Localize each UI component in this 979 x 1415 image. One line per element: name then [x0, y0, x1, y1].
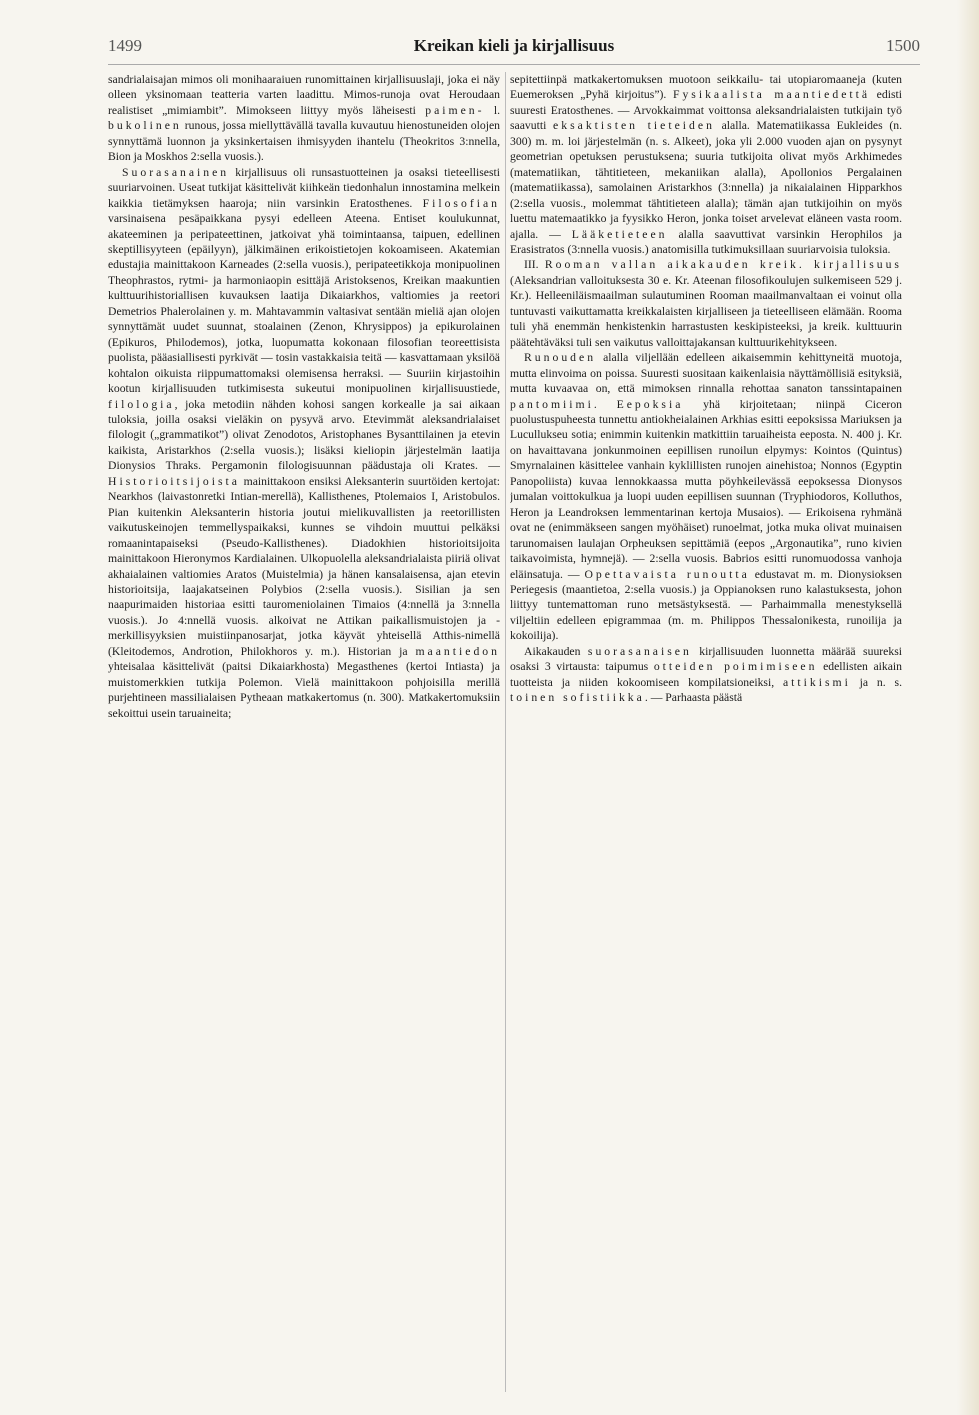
spaced-term: Historioitsijoista [108, 474, 240, 488]
text-run: , joka metodiin nähden kohosi sangen korkealle ja sai aikaan tuloksia, joilla osaksi vieläkin on pysyvä arvo. Etevimmät aleksandrialaiset filologit („grammatikot”) olivat Zenodotos, Aristophanes Bysanttilainen ja etevin kaikista, Aristarkhos (2:sella vuosis.); lisäksi kieliopin järjestelmän laatija Dionysios Thraks. Pergamonin filologisuunnan päädustaja oli Krates. — [108, 397, 500, 473]
page-number-right: 1500 [886, 36, 920, 55]
spaced-term: toinen sofistiikka [510, 691, 645, 705]
spaced-term: Fysikaalista maantiedettä [672, 88, 871, 102]
spaced-term: filologia [108, 397, 175, 411]
paragraph [108, 72, 500, 165]
text-run: l. [484, 103, 500, 117]
text-run: yhä kirjoitetaan; niinpä Ciceron puolustuspuheesta tunnettu antiokheialainen Arkhias esitti eepoksissa Mariuksen ja Lucullukseu sotia; enimmin kuitenkin matkittiin taruaiheista eeposta. N. 400 j. Kr. on havaittavana jonkunmoinen eepillisen runoilun elpymys: Kointos (Quintus) Smyrnalainen käsittelee vanhain kyklillisten runojen ainehistoa; Nonnos (Egyptin Panopoliista) kuvaa lennokkaassa mutta pöyhkeilevässä eepoksessa Dionysos jumalan voittokulkua ja luopi uuden eepillisen suunnan (Tryphiodoros, Kolluthos, Heron ja Leandroksen lemmentarinan kertoja Musaios). — Erikoisena ryhmänä ovat ne (enimmäkseen sangen myöhäiset) runoelmat, jotka muka olivat muinaisen tarunomaisen laulajan Orpheuksen sepittämiä (eepos „Argonautika”, runo kivien taikavoimista, hymnejä). — 2:sella vuosis. Babrios esitti runomuodossa vanhoja eläinsatuja. — [510, 397, 902, 581]
text-run: mainittakoon ensiksi Aleksanterin suurtöiden kertojat: Nearkhos (laivastonretki Intian-merellä), Kallisthenes, Ptolemaios I, Aristobulos. Pian kuitenkin Aleksanterin historia joutui mielikuvallisten ja reetorillisten vaikutuskeinojen temmellyspaikaksi, kunnes se vihdoin muuttui pelkäksi romaanintapaiseksi (Pseudo-Kallisthenes). Diadokhien historioitsijoita mainittakoon Hieronymos Kardialainen. Ulkopuolella aleksandrialaista piiriä olivat akhaialainen valtiomies Aratos (Muistelmia) ja hänen kansalaisensa, ajan etevin historioitsija, laajakatseinen Polybios (2:sella vuosis.). Sisilian ja sen naapurimaiden historiaa esitti tauromeniolainen Timaios (4:nnellä ja 3:nnella vuosis.). Jo 4:nnellä vuosis. alkoivat ne Attikan paikallismuistojen ja -merkillisyyksien muistiinpanosarjat, jotka käyvät yhteisellä Atthis-nimellä (Kleitodemos, Androtion, Philokhoros y. m.). Historian ja [108, 474, 500, 658]
spaced-term: Suorasanainen [122, 165, 230, 179]
spaced-term: maantiedon [415, 644, 500, 658]
spaced-term: eksaktisten tieteiden [553, 119, 715, 133]
text-run: sandrialaisajan mimos oli monihaaraiuen runomittainen kirjallisuuslaji, joka ei näy olleen yksinomaan teatteria varten laadittu. Mimos-runoja ovat Heroudaan realistiset „mimiambit”. Mimokseen liittyy myös läheisesti [108, 73, 500, 117]
text-run: alalla saavuttivat varsinkin Herophilos ja Erasistratos (3:nnella vuosis.) anatomisilla tutkimuksillaan suuriarvoisia tuloksia. [510, 227, 902, 256]
paragraph [510, 644, 902, 706]
paragraph [510, 350, 902, 644]
text-run: ja n. s. [850, 675, 902, 689]
text-run: kirjallisuuden luonnetta määrää suureksi osaksi 3 virtausta: taipumus [510, 644, 902, 674]
right-column [510, 72, 902, 1392]
page-header [108, 36, 920, 60]
spaced-term: attikismi [782, 675, 851, 689]
page-edge-shadow [957, 0, 979, 1415]
spaced-term: otteiden poimimiseen [653, 660, 818, 674]
text-run: sepitettiinpä matkakertomuksen muotoon seikkailu- tai utopiaromaaneja (kuten Euemeroksen „Pyhä kirjoitus”). [510, 73, 902, 102]
spaced-term: pantomiimi [510, 397, 594, 411]
spaced-term: suorasanaisen [587, 644, 692, 658]
page-number-left: 1499 [108, 36, 142, 55]
text-run: alalla viljellään edelleen aikaisemmin kehittyneitä muotoja, mutta elinvoima on poissa. Suuresti suositaan kaikenlaisia näyttämöllisiä esityksiä, mutta kuvaavaa on, että mimoksen rinnalla rehottaa sanaton tanssintapainen [510, 351, 902, 396]
spaced-term: Filosofian [422, 196, 500, 210]
spaced-term: Lääketieteen [571, 227, 668, 241]
text-run: III. [524, 258, 545, 272]
text-run: edustavat m. m. Dionysioksen Periegesis (maantietoa, 2:sella vuosis.) ja Oppianoksen runo kalastuksesta, johon liittyy tuntemattoman runo metsästyksestä. — Parhaimmalla menestyksellä viljeltiin edelleen epigrammaa (m. m. Philippos Thessalonikesta, runoilija ja kokoilija). [510, 567, 902, 643]
running-title: Kreikan kieli ja kirjallisuus [413, 36, 615, 55]
text-run: edellisten aikain tuotteista ja niiden kokoomiseen kompilatsioneiksi, [510, 660, 902, 689]
spaced-term: Opettavaista runoutta [584, 567, 750, 581]
left-column [108, 72, 500, 1392]
paragraph [108, 165, 500, 721]
spaced-term: bukolinen [108, 119, 182, 133]
spaced-term: Eepoksia [616, 397, 684, 411]
text-run: edisti suuresti Eratosthenes. — Arvokkaimmat voittonsa aleksandrialaisten tutkijain työ saavutti [510, 88, 902, 133]
text-run: varsinaisena pesäpaikkana pysyi edelleen Ateena. Entiset koulukunnat, akateeminen ja peripateettinen, jatkoivat yhä toimintaansa, taipuen, edellinen skeptillisyyteen (epäilyyn), jälkimäinen erikoistietojen kokoamiseen. Akatemian edustajia mainittakoon Karneades (2:sella vuosis.), peripateetikkoja monipuolinen Theophrastos, rytmi- ja harmoniaopin esittäjä Aristoksenos, Kreikan maakuntien kulttuurihistoriallisen kuvauksen laatija Dikaiarkhos, valtiomies ja reetori Demetrios Phalerolainen y. m. Mahtavammin valtasivat sentään mieliä ajan olojen synnyttämät uudet suunnat, stoalainen (Zenon, Khrysippos) ja epikurolainen (Epikuros, Philodemos), jotka, luopumatta kokonaan filosofian teoreettisista puolista, pääasiallisesti pyrkivät — tosin vastakkaisia teitä — kasvattamaan yksilöä kohtalon oikuista riippumattomaksi olemisensa herraksi. — Suuriin kirjastoihin kootun kirjallisuuden tutkimisesta sukeutui monipuolinen kirjallisuustiede, [108, 212, 500, 396]
spaced-term: Rooman vallan aikakauden kreik. kirjallisuus [544, 258, 902, 272]
text-run: Aikakauden [524, 644, 588, 658]
text-run: runous, jossa miellyttävällä tavalla kuvautuu hienostuneiden olojen synnyttämä luonnon ja yksinkertaisen ihmisyyden ihantelu (Theokritos 3:nnella, Bion ja Moskhos 2:sella vuosis.). [108, 119, 500, 164]
spaced-term: Runouden [524, 351, 597, 365]
text-run: kirjallisuus oli runsastuotteinen ja osaksi tieteellisesti suuriarvoinen. Useat tutkijat käsittelivät kiihkeän tiedonhalun innostamina melkein kaikkia tietämyksen haaroja; niin varsinkin Eratosthenes. [108, 165, 500, 210]
text-run: . — Parhaasta päästä [644, 691, 743, 705]
column-divider [505, 72, 506, 1392]
paragraph [510, 257, 902, 350]
text-run: . [593, 397, 617, 411]
paragraph [510, 72, 902, 257]
text-run: (Aleksandrian valloituksesta 30 e. Kr. Ateenan filosofikoulujen sulkemiseen 529 j. Kr.). Helleeniläismaailman sulautuminen Rooman maailmanvaltaan ei voinut olla tuntuvasti vaikuttamatta kreikkalaisten kirjalliseen ja tieteelliseen elämään. Rooma tuli yhä enemmän henkistenkin harrastusten keskipisteeksi, ja kreik. kulttuurin päätehtäväksi tuli sen vaikutus valloittajakansan kulttuurikehitykseen. [510, 273, 902, 349]
header-rule [108, 64, 920, 65]
text-run: yhteisalaa käsittelivät (paitsi Dikaiarkhosta) Megasthenes (kertoi Intiasta) ja muistomerkkien tutkija Polemon. Vielä mainittakoon pohjoisilla merillä purjehtineen massilialaisen Pytheaan matkakertomus (n. 300). Matkakertomuksiin sekoittui usein taruaineita; [108, 660, 500, 720]
spaced-term: paimen- [425, 103, 485, 117]
text-run: alalla. Matematiikassa Eukleides (n. 300) m. m. loi järjestelmän (n. s. Alkeet), joka yli 2.000 vuoden ajan on pysynyt geometrian opetuksen perustuksena; suuria tutkijoita olivat myös Arkhimedes (matematiikan, tähtitieteen, mekaniikan alalla), Apollonios Pergalainen (matematiikassa), samolainen Aristarkhos (3:nnella) ja nikaialainen Hipparkhos (2:sella vuosis., molemmat tähtitieteen alalla); tämän ajan tutkijoihin on myös luettu matemaatikko ja fyysikko Heron, jonka toiset arvelevat eläneen vasta room. ajalla. — [510, 119, 902, 241]
